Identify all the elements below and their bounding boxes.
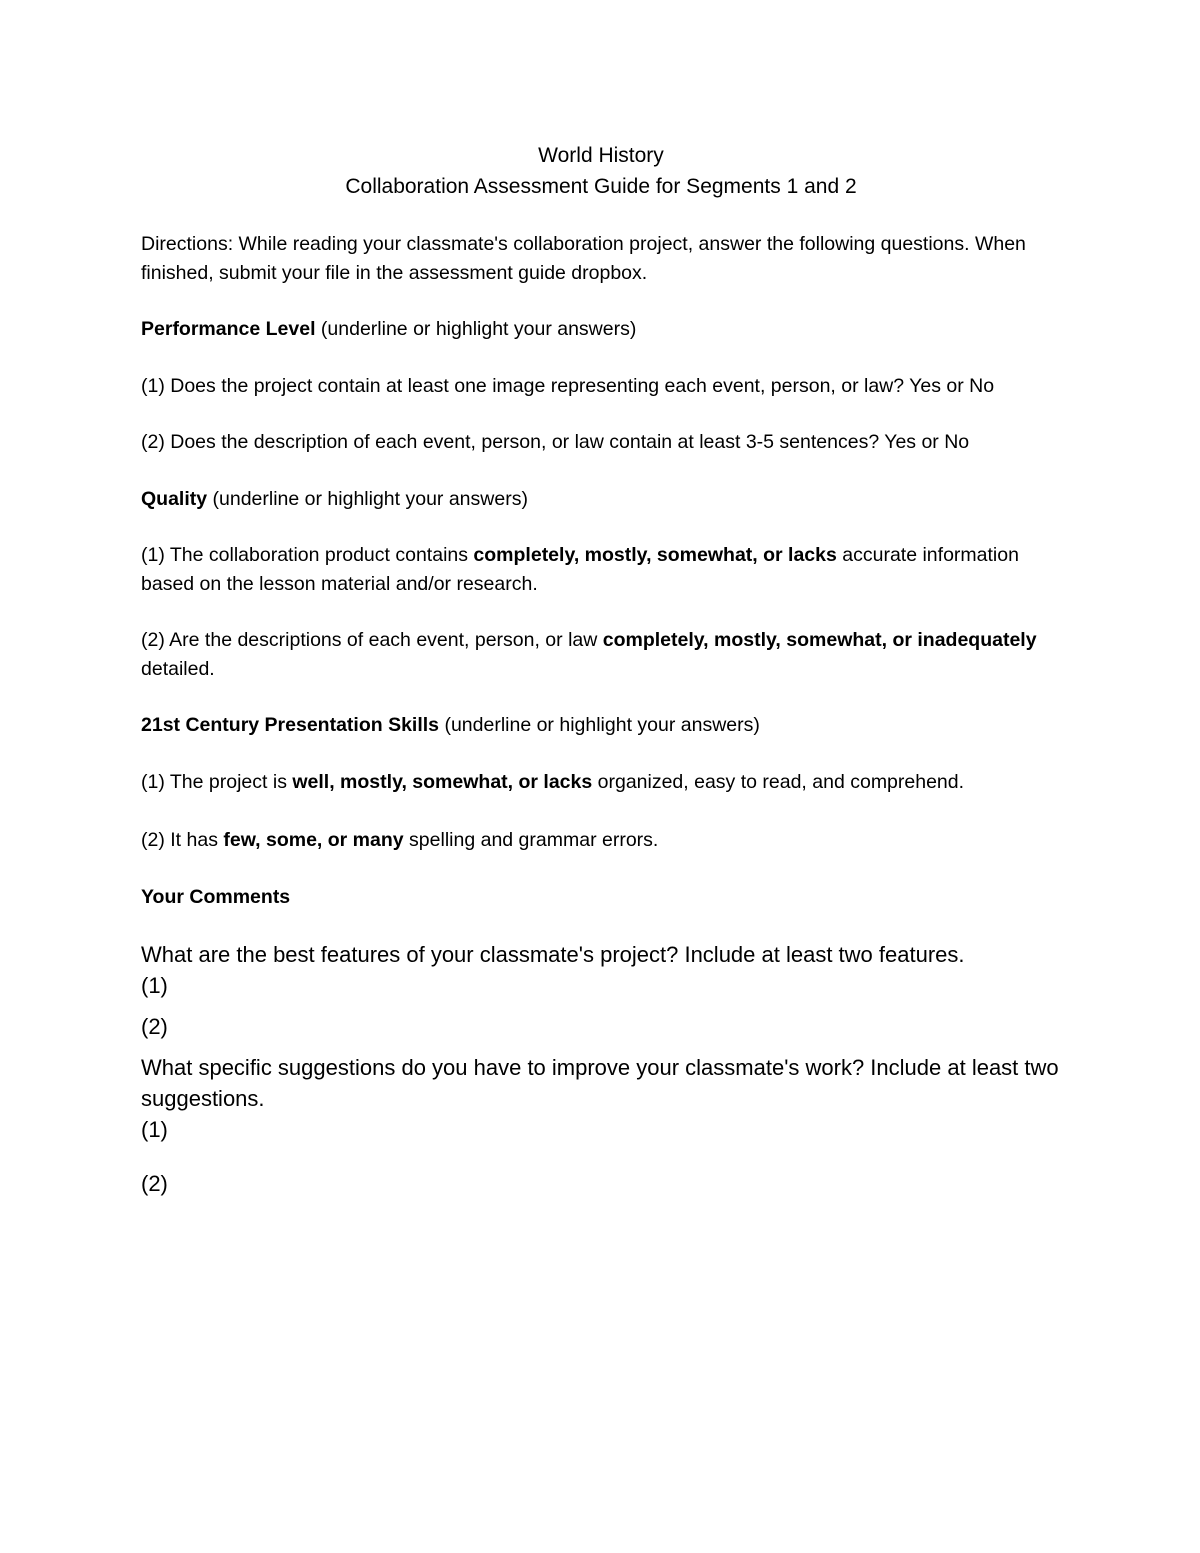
presentation-q1-options: well, mostly, somewhat, or lacks — [292, 770, 593, 793]
quality-q1-options: completely, mostly, somewhat, or lacks — [473, 544, 837, 566]
quality-note: (underline or highlight your answers) — [207, 487, 528, 510]
performance-question-1: (1) Does the project contain at least one image representing each event, person, or law? Yes or No — [141, 374, 995, 397]
document-title: World History — [538, 144, 664, 167]
suggestions-answer-1: (1) — [141, 1117, 168, 1142]
performance-level-note: (underline or highlight your answers) — [315, 318, 637, 340]
features-answer-2: (2) — [141, 1014, 168, 1039]
presentation-note: (underline or highlight your answers) — [439, 714, 760, 736]
presentation-q2-options: few, some, or many — [223, 829, 404, 851]
quality-question-1 — [141, 541, 1061, 598]
performance-level-title: Performance Level — [141, 318, 316, 340]
quality-question-2 — [141, 626, 1061, 683]
quality-q1-suffix: accurate information based on the lesson material and/or research. — [141, 544, 1019, 595]
document-page — [141, 140, 1061, 1199]
quality-heading — [141, 485, 1061, 514]
quality-q2-suffix: detailed. — [141, 657, 215, 680]
features-answer-1: (1) — [141, 973, 168, 998]
performance-level-heading — [141, 315, 1061, 344]
presentation-q1-prefix: (1) The project is — [141, 770, 293, 793]
quality-q2-options: completely, mostly, somewhat, or inadequately — [602, 629, 1037, 651]
presentation-question-1 — [141, 768, 1061, 797]
performance-question-2: (2) Does the description of each event, person, or law contain at least 3-5 sentences? Yes or No — [141, 431, 970, 453]
quality-title: Quality — [141, 487, 208, 510]
presentation-q1-suffix: organized, easy to read, and comprehend. — [592, 770, 965, 793]
presentation-title: 21st Century Presentation Skills — [141, 714, 440, 736]
comments-title: Your Comments — [141, 885, 291, 908]
presentation-heading — [141, 711, 1061, 740]
quality-q1-prefix: (1) The collaboration product contains — [141, 544, 474, 566]
quality-q2-prefix: (2) Are the descriptions of each event, person, or law — [141, 629, 603, 651]
suggestions-question: What specific suggestions do you have to improve your classmate's work? Include at least two suggestions. — [141, 1055, 1059, 1111]
presentation-q2-prefix: (2) It has — [141, 829, 224, 851]
directions-text: Directions: While reading your classmate's collaboration project, answer the following questions. When finished, submit your file in the assessment guide dropbox. — [141, 233, 1026, 284]
suggestions-answer-2: (2) — [141, 1171, 168, 1196]
presentation-q2-suffix: spelling and grammar errors. — [403, 829, 659, 851]
document-subtitle: Collaboration Assessment Guide for Segments 1 and 2 — [345, 175, 857, 198]
comments-heading — [141, 883, 1061, 912]
features-question: What are the best features of your classmate's project? Include at least two features. — [141, 942, 965, 967]
presentation-question-2 — [141, 826, 1061, 855]
